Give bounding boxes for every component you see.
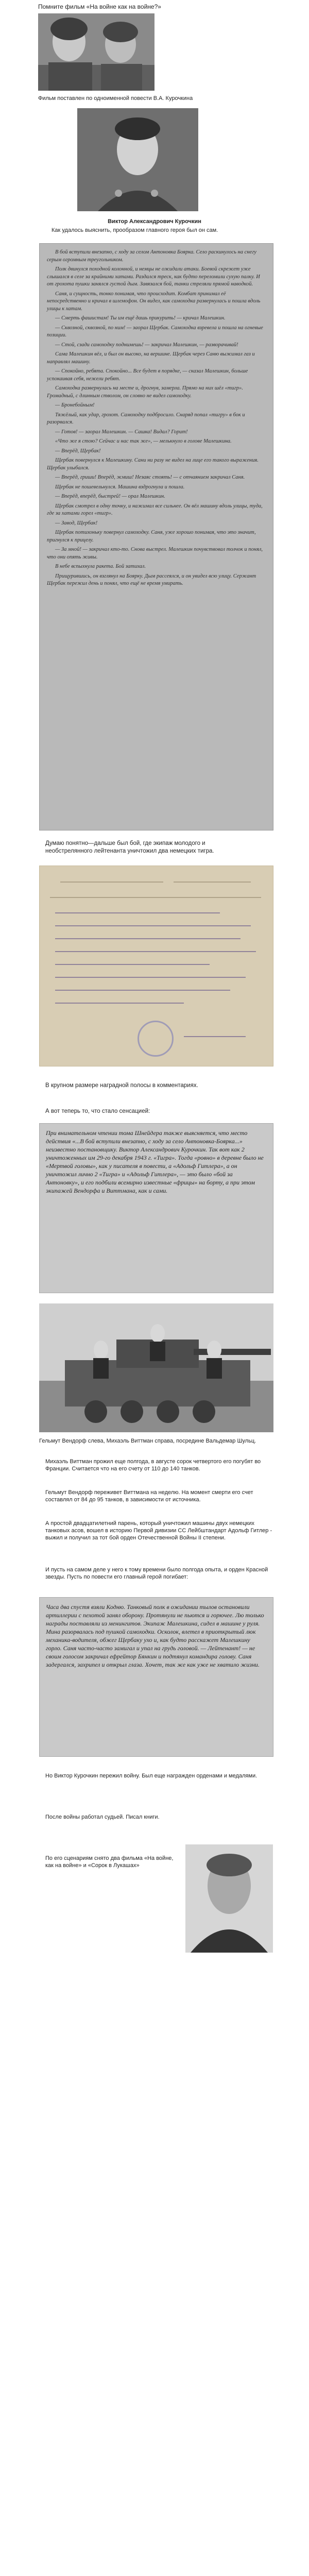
excerpt-text	[47, 249, 266, 588]
tank-caption-4: А простой двадцатилетний парень, который уничтожил машины двух немецких танковых асов, вошел в историю Первой дивизии СС Лейбштандарт Адольф Гитлер - выжил и получил за тот бой орден Отечественной Войны II степени.	[45, 1520, 272, 1541]
excerpt-paragraph: Щербак не пошевельнулся. Машина вздрогнула и пошла.	[55, 484, 185, 490]
film-caption: Фильм поставлен по одноименной повести В.А. Курочкина	[38, 95, 193, 101]
excerpt-paragraph: Самоходка развернулась на месте и, дрогнув, замерла. Прямо на них шёл «тигр». Громадный, с длинным стволом, он словно не видел самоходку.	[47, 385, 243, 399]
ending-quote-box	[39, 1597, 273, 1757]
after-text-2: После войны работал судьей. Писал книги.	[45, 1814, 160, 1820]
kurochkin-portrait-photo	[77, 108, 198, 211]
after-text-3: По его сценариям снято два фильма «На войне, как на войне» и «Сорок в Лукашах»	[45, 1855, 174, 1869]
ending-quote-text: Часа два спустя взяли Кодню. Танковый полк в ожидании тылов остановили артиллерии с пехотой занял оборону. Протянули не пьются и горючее. Лю только награды поставляли из менингитов. Экипаж Малешкина, сидел в машине у руля. Мина разорвалась под пушкой самоходки. Осколок, влетел в приоткрытый люк механика-водителя, обжег Щербаку ухо и, как будто расскажет Малешкину горло. Саня часто-часто замигал и упал на грудь головой. — Лейтенант! — не своим голосом закричал ефрейтор Бянкин и подтянул командира голову. Саня задергался, захрипел и открыл глаза. Хочет, так же как уже не хватило жизни.	[46, 1603, 264, 1668]
excerpt-paragraph: Щербак потихоньку повернул самоходку. Саня, уже хорошо понимая, что это значит, пригнулся к прицелу.	[47, 530, 256, 543]
excerpt-paragraph: Щербак смотрел в одну точку, и нажимал все сильнее. Он вёл машину вдоль улицы, туда, где за хатами горел «тигр».	[47, 503, 263, 516]
excerpt-paragraph: Прищурившись, он взглянул на Боярку. Дым рассеялся, и он увидел всю улицу. Сержант Щербак пережил день и понял, что ещё не время умирать.	[47, 573, 256, 586]
mid-text-1: Думаю понятно—дальше был бой, где экипаж молодого и необстрелянного лейтенанта уничтожил два немецких тигра.	[45, 840, 214, 854]
excerpt-paragraph: — Вперёд, Щербак!	[55, 448, 101, 454]
excerpt-paragraph: Сама Малешкин вёл, и был он высоко, на вершине. Щербак через Саню выжимал газ и направлял машину.	[47, 351, 255, 365]
excerpt-paragraph: — Бронебойным!	[55, 402, 95, 408]
excerpt-paragraph: Полк двинулся походной колонной, и немцы не ожидали атаки. Боевой скрежет уже слышался в селе за крайними хатами. Раздался треск, как будто переломили сухую палку. И от грохота пушки занялся густой дым. Завязался бой, танки стреляли прямой наводкой.	[47, 266, 260, 287]
after-text-1: Но Виктор Курочкин пережил войну. Был еще награжден орденами и медалями.	[45, 1773, 258, 1779]
portrait-question: Как удалось выяснить, прообразом главного героя был он сам.	[52, 227, 218, 233]
book-excerpt-panel	[39, 243, 273, 831]
portrait-name: Виктор Александрович Курочкин	[108, 218, 201, 225]
film-still-photo	[38, 13, 154, 91]
excerpt-paragraph: В небе вспыхнула ракета. Бой затихал.	[55, 564, 146, 569]
tank-crew-photo	[39, 1303, 273, 1432]
tank-caption-5: И пусть на самом деле у него к тому времени было полгода опыта, и орден Красной звезды. Пусть по повести его главный герой погибает:	[45, 1567, 268, 1580]
excerpt-paragraph: — Готов! — заорал Малешкин. — Сашка! Видал? Горит!	[55, 429, 188, 435]
excerpt-paragraph: — Сквозной, сквозной, по ним! — заорал Щербак. Самоходка взревела и пошла на огневые позиции.	[47, 325, 263, 338]
award-document-image	[39, 866, 273, 1066]
excerpt-paragraph: — Вперёд, вперёд, быстрей! — орал Малешкин.	[55, 494, 165, 499]
excerpt-paragraph: — Смерть фашистам! Ты им ещё дашь прикурить! — кричал Малешкин.	[55, 315, 226, 321]
sensation-quote-text: При внимательном чтении тома Шнейдера также выясняется, что место действия «...В бой вступили внезапно, с ходу за село Антоновка-Боярка...» неизвестно постановщику. Виктор Александрович Курочкин. Так вот как 2 уничтоженных им 29-го декабря 1943 г. «Тигра». Тогда «ровно» в деревне было не «Мертвой головы», как у писателя в повести, а «Адольф Гитлера», а он уничтожил лично 2 «Тигра» и «Адольф Гитлера», — это было «бой за Антоновку», и его подбили всемирно известные «фрицы» на борту, а при этом экипажей Вендорфа и Виттмана, как и сами.	[46, 1129, 264, 1194]
tank-caption-1: Гельмут Вендорф слева, Михаэль Виттман справа, посредине Вальдемар Шульц.	[39, 1438, 256, 1444]
tank-caption-3: Гельмут Вендорф переживет Виттмана на неделю. На момент смерти его счет составлял от 84 до 95 танков, в зависимости от источника.	[45, 1489, 253, 1503]
excerpt-paragraph: — За мной! — закричал кто-то. Снова выстрел. Малешкин почувствовал толчок и понял, что они опять живы.	[47, 547, 263, 560]
excerpt-paragraph: В бой вступили внезапно, с ходу за селом Антоновка Боярка. Село раскинулось на снегу серым огромным треугольником.	[47, 249, 256, 263]
intro-line: Помните фильм «На войне как на войне?»	[38, 3, 161, 10]
mid-text-3: А вот теперь то, что стало сенсацией:	[45, 1108, 150, 1114]
excerpt-paragraph: «Что же я стою? Сейчас и нас так же», — мелькнуло в голове Малешкина.	[55, 438, 232, 444]
excerpt-paragraph: Саня, и сущность, тонко понимая, что происходит. Комбат принимал её непосредственно и кричал в шлемофон. Он видел, как самоходка развернулась и пошла вдоль улицы к хатам.	[47, 291, 261, 312]
excerpt-paragraph: — Стой, сзади самоходку поднимешь! — закричал Малешкин, — разворачивай!	[55, 342, 238, 348]
excerpt-paragraph: Тяжёлый, как удар, грохот. Самоходку подбросило. Снаряд попал «тигру» в бок и разорвался.	[47, 412, 245, 425]
sensation-quote-box	[39, 1123, 273, 1293]
excerpt-paragraph: — Вперёд, гриши! Вперёд, жмиш! Незаяс стоять! — с отчаянием закричал Саня.	[55, 474, 245, 480]
mid-text-2: В крупном размере наградной полосы в комментариях.	[45, 1082, 198, 1089]
excerpt-paragraph: — Спокойно, ребята. Спокойно... Все будет в порядке, — сказал Малешкин, больше успокаивая себя, нежели ребят.	[47, 368, 248, 382]
excerpt-paragraph: — Завод, Щербак!	[55, 520, 98, 526]
tank-caption-2: Михаэль Виттман прожил еще полгода, в августе сорок четвертого его погубят во Франции. Считается что на его счету от 110 до 140 танков.	[45, 1459, 261, 1472]
excerpt-paragraph: Щербак повернулся к Малешкину. Сани ни разу не видел на лице его такого выражения. Щербак улыбался.	[47, 457, 259, 471]
